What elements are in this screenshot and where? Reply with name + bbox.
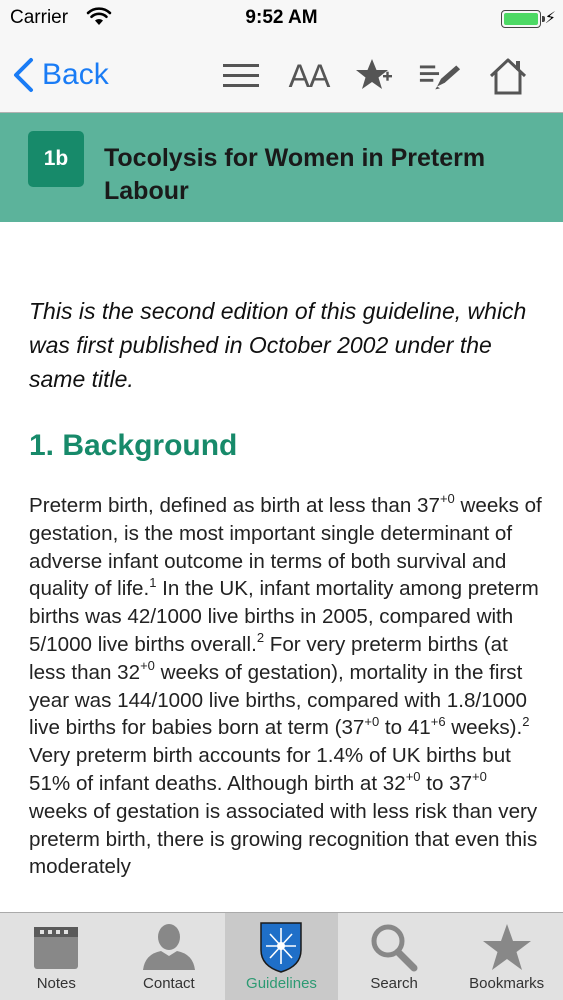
section-heading: 1. Background	[29, 429, 238, 462]
notes-icon	[31, 923, 81, 971]
home-icon[interactable]	[486, 54, 530, 98]
tab-label-notes: Notes	[36, 975, 76, 992]
tab-label-contact: Contact	[143, 975, 195, 992]
text-size-label: AA	[288, 57, 330, 94]
tab-label-guidelines: Guidelines	[246, 975, 317, 992]
back-label: Back	[42, 58, 109, 91]
document-content[interactable]	[0, 222, 563, 912]
battery-icon	[501, 10, 541, 28]
bolt-icon: ⚡	[544, 10, 556, 27]
guideline-title: Tocolysis for Women in Preterm Labour	[104, 144, 486, 205]
guideline-number-badge: 1b	[28, 131, 84, 187]
person-icon	[141, 922, 197, 972]
chevron-left-icon	[12, 57, 34, 93]
guidelines-icon	[258, 920, 304, 974]
navigation-bar	[0, 38, 563, 113]
add-bookmark-icon[interactable]	[352, 54, 396, 98]
menu-icon[interactable]	[219, 54, 263, 98]
search-icon	[367, 922, 421, 972]
background-paragraph: Preterm birth, defined as birth at less than $37^{+0}$ weeks of gestation, is the most important single determinant of adverse infant outcome in terms of both survival and quality of life.$^1$ In the UK, infant mortality among preterm births was 42/1000 live births in 2005, compared with 5/1000 live births overall.$^2$ For very preterm births (at less than $32^{+0}$ weeks of gestation), mortality in the first year was 144/1000 live births, compared with 1.8/1000 live births for babies born at term ($37^{+0}$ to $41^{+6}$ weeks).$^2$ Very preterm birth accounts for 1.4% of UK births but 51% of infant deaths. Although birth at $32^{+0}$ to $37^{+0}$ weeks of gestation is associated with less risk than very preterm birth, there is growing recognition that even this moderately	[29, 491, 542, 879]
tab-search[interactable]	[338, 913, 451, 1000]
carrier-label: Carrier	[10, 7, 69, 28]
back-button[interactable]	[12, 54, 109, 96]
tab-guidelines[interactable]	[225, 913, 338, 1000]
tab-label-search: Search	[370, 975, 418, 992]
tab-bar	[0, 912, 563, 1000]
tab-contact[interactable]	[113, 913, 226, 1000]
star-icon	[481, 922, 533, 972]
tab-notes[interactable]	[0, 913, 113, 1000]
tab-bookmarks[interactable]	[450, 913, 563, 1000]
status-bar	[0, 0, 563, 38]
clock: 9:52 AM	[245, 7, 318, 28]
text-size-icon[interactable]	[284, 54, 334, 98]
notes-edit-icon[interactable]	[418, 54, 462, 98]
edition-note: This is the second edition of this guideline, which was first published in October 2002 under the same title.	[29, 298, 527, 392]
tab-label-bookmarks: Bookmarks	[469, 975, 545, 992]
